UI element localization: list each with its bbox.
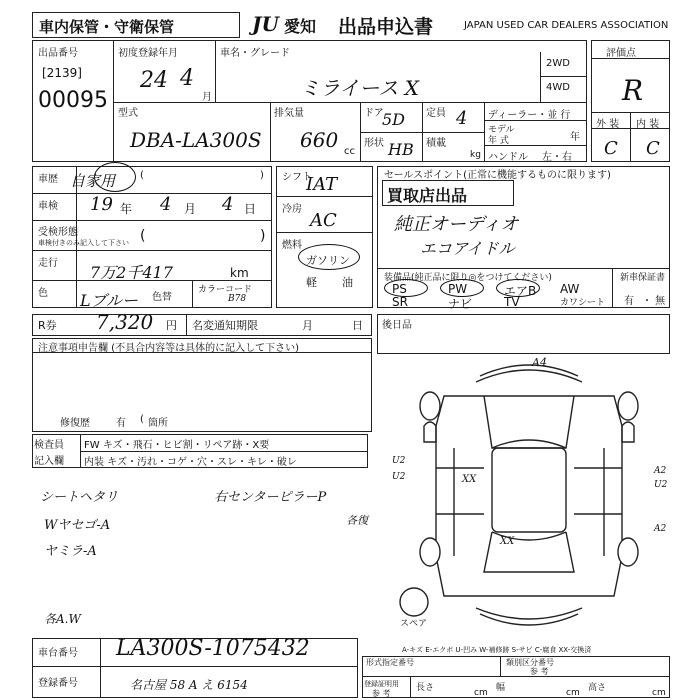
inspection-label: 車検 bbox=[38, 201, 58, 212]
repair-place: 箇所 bbox=[148, 418, 168, 429]
handle-lr: 左・右 bbox=[542, 152, 572, 163]
doors-label: ドア bbox=[364, 108, 384, 119]
equipment-item: エアB bbox=[504, 284, 537, 298]
inspector-note-2: Wヤセゴ-A bbox=[44, 518, 111, 533]
registration-month: 4 bbox=[180, 66, 194, 91]
wheel-front-right bbox=[618, 392, 638, 420]
damage-mark-center-2: XX bbox=[500, 536, 515, 547]
inspector-note-3: ヤミラ-A bbox=[44, 544, 97, 559]
ext-value: C bbox=[604, 138, 618, 159]
fuel-oil: 油 bbox=[342, 276, 353, 289]
cert-reg-label: 登録証明用 bbox=[364, 680, 399, 688]
cert-ref-label-2: 参 考 bbox=[372, 689, 391, 698]
doors-value: 5D bbox=[382, 110, 406, 129]
history-paren: ( bbox=[140, 170, 144, 181]
inspection-day: 4 bbox=[222, 194, 234, 215]
recycle-deadline: 名変通知期限 bbox=[192, 319, 258, 332]
color-value: Lブルー bbox=[80, 291, 138, 310]
chassis-label: 車台番号 bbox=[38, 648, 78, 659]
recycle-label: R券 bbox=[38, 319, 57, 332]
load-label: 積載 bbox=[426, 138, 446, 149]
storage-label: 車内保管・守衛保管 bbox=[39, 18, 175, 36]
int-value: C bbox=[646, 138, 660, 159]
color-code-label: カラーコード bbox=[198, 285, 253, 295]
inspector-note-5: 各復 bbox=[346, 514, 368, 527]
cert-width-unit: cm bbox=[566, 688, 580, 698]
damage-mark-right-2: U2 bbox=[654, 480, 668, 490]
damage-mark-left-1: U2 bbox=[392, 456, 406, 466]
wheel-rear-right bbox=[618, 538, 638, 566]
color-code-value: B78 bbox=[228, 294, 247, 304]
association-name: JAPAN USED CAR DEALERS ASSOCIATION bbox=[464, 20, 669, 31]
sales-point-line1: 純正オーディオ bbox=[394, 214, 519, 235]
warranty-label: 新車保証書 bbox=[620, 273, 666, 283]
fuel-label: 燃料 bbox=[282, 240, 302, 251]
warranty-yes: 有 bbox=[624, 296, 634, 307]
recycle-nichi: 日 bbox=[352, 319, 363, 332]
lot-label: 出品番号 bbox=[38, 48, 78, 59]
inspection-nichi: 日 bbox=[244, 202, 257, 216]
purchase-tag: 買取店出品 bbox=[382, 180, 514, 206]
score-value: R bbox=[622, 74, 644, 107]
model-label: 型式 bbox=[118, 108, 138, 119]
plate-value: 名古屋 58 A え 6154 bbox=[130, 678, 248, 692]
cert-type-label: 形式指定番号 bbox=[366, 658, 414, 667]
inspector-label1: 検査員 bbox=[34, 440, 64, 451]
registration-year: 24 bbox=[140, 68, 168, 93]
body-outline bbox=[436, 396, 622, 596]
damage-legend: A-キズ E-エクボ U-凹み W-補修跡 S-サビ C-腐食 XX-交換済 bbox=[402, 646, 592, 654]
lot-sub: [2139] bbox=[42, 66, 82, 80]
inspector-row1: FW キズ・飛石・ヒビ割・リペア跡・X要 bbox=[84, 440, 270, 451]
inspector-note-1: シートヘタリ bbox=[40, 490, 119, 505]
registration-month-unit: 月 bbox=[202, 92, 212, 103]
later-label: 後日品 bbox=[382, 320, 412, 331]
consent-paren: ( bbox=[140, 228, 146, 244]
history-circle bbox=[94, 162, 136, 192]
fuel-gasoline: ガソリン bbox=[306, 254, 350, 267]
consent-label: 受検形態 bbox=[38, 227, 78, 238]
shift-value: IAT bbox=[306, 174, 338, 195]
score-label: 評価点 bbox=[606, 48, 636, 59]
repair-label: 修復歴 bbox=[60, 418, 90, 429]
body-type-label: 形状 bbox=[364, 138, 384, 149]
cert-ref-label: 参 考 bbox=[530, 667, 549, 676]
sales-point-line2: エコアイドル bbox=[420, 239, 515, 258]
equipment-item: SR bbox=[392, 295, 408, 309]
model-value: DBA-LA300S bbox=[130, 128, 262, 152]
cooling-value: AC bbox=[310, 210, 337, 231]
inspector-label2: 記入欄 bbox=[34, 456, 64, 467]
cooling-label: 冷房 bbox=[282, 204, 302, 215]
dealer-label: ディーラー・並 行 bbox=[488, 110, 571, 121]
car-name-label: 車名・グレード bbox=[220, 48, 290, 59]
inspector-note-4: 右センターピラーP bbox=[214, 490, 327, 505]
rear-bumper bbox=[476, 608, 582, 619]
logo: JU bbox=[252, 12, 279, 36]
recycle-value: 7,320 bbox=[96, 310, 154, 334]
cert-class-label: 類別区分番号 bbox=[506, 658, 554, 667]
recycle-tsuki: 月 bbox=[302, 319, 313, 332]
wheel-rear-left bbox=[420, 538, 440, 566]
warranty-no: ・ 無 bbox=[642, 296, 666, 307]
inspection-nen: 年 bbox=[120, 202, 133, 216]
damage-mark-right-1: A2 bbox=[654, 466, 667, 476]
consent-paren-close: ) bbox=[260, 228, 266, 244]
sales-point-label: セールスポイント(正常に機能するものに限ります) bbox=[384, 170, 611, 181]
damage-mark-front: A4 bbox=[532, 356, 547, 369]
displacement-unit: cc bbox=[344, 146, 355, 157]
damage-mark-right-3: A2 bbox=[654, 524, 667, 534]
drive-4wd: 4WD bbox=[546, 82, 570, 93]
equipment-label: 装備品(純正品に限り◎をつけてください) bbox=[384, 273, 552, 283]
cert-length-label: 長さ bbox=[416, 683, 435, 693]
damage-mark-left-2: U2 bbox=[392, 472, 406, 482]
load-unit: kg bbox=[470, 150, 481, 160]
drive-2wd: 2WD bbox=[546, 58, 570, 69]
displacement-value: 660 bbox=[300, 128, 339, 152]
inspector-bottom-note: 各A.W bbox=[44, 612, 81, 626]
registration-label: 初度登録年月 bbox=[118, 48, 178, 59]
color-change-label: 色替 bbox=[152, 292, 172, 303]
mileage-label: 走行 bbox=[38, 258, 58, 269]
equipment-item: ナビ bbox=[448, 297, 473, 311]
repair-paren: ( bbox=[140, 414, 144, 425]
recycle-unit: 円 bbox=[166, 319, 177, 332]
history-value: 自家用 bbox=[70, 172, 116, 190]
displacement-label: 排気量 bbox=[274, 108, 304, 119]
model-year-label: モデル bbox=[488, 125, 515, 135]
year-label: 年 式 bbox=[488, 136, 509, 146]
equipment-item: TV bbox=[504, 295, 520, 309]
mileage-unit: km bbox=[230, 266, 249, 280]
fuel-circle bbox=[298, 244, 360, 270]
int-label: 内 装 bbox=[636, 119, 660, 130]
color-label: 色 bbox=[38, 288, 48, 299]
equipment-item: PS bbox=[392, 282, 407, 296]
inspection-year: 19 bbox=[90, 194, 113, 215]
mileage-value: 7万2千417 bbox=[90, 263, 173, 282]
fuel-light: 軽 bbox=[306, 276, 317, 289]
shift-label: シフト bbox=[282, 172, 312, 183]
ext-label: 外 装 bbox=[596, 119, 620, 130]
spare-wheel bbox=[400, 588, 428, 616]
storage-label-box bbox=[32, 12, 240, 38]
capacity-value: 4 bbox=[456, 108, 468, 129]
plate-label: 登録番号 bbox=[38, 678, 78, 689]
lot-number: 00095 bbox=[38, 88, 108, 113]
later-block bbox=[377, 314, 670, 354]
history-label: 車歴 bbox=[38, 174, 58, 185]
spare-label: スペア bbox=[400, 619, 428, 629]
inspection-tsuki: 月 bbox=[184, 202, 197, 216]
cert-length-unit: cm bbox=[474, 688, 488, 698]
wheel-front-left bbox=[420, 392, 440, 420]
year-unit: 年 bbox=[570, 132, 580, 143]
body-type-value: HB bbox=[388, 140, 414, 159]
repair-have: 有 bbox=[116, 418, 126, 429]
inspector-row2: 内装 キズ・汚れ・コゲ・穴・スレ・キレ・破レ bbox=[84, 457, 297, 468]
damage-mark-center: XX bbox=[462, 474, 477, 485]
consent-note: 車検付きのみ記入して下さい bbox=[38, 239, 129, 247]
equipment-item: カワシート bbox=[560, 298, 606, 308]
org-name: 愛知 bbox=[284, 17, 317, 36]
cert-height-label: 高さ bbox=[588, 683, 607, 693]
capacity-label: 定員 bbox=[426, 108, 446, 119]
equipment-item: AW bbox=[560, 282, 580, 296]
equipment-item: PW bbox=[448, 282, 468, 296]
handle-label: ハンドル bbox=[488, 152, 528, 163]
car-damage-diagram bbox=[384, 356, 674, 638]
car-name: ミライース X bbox=[300, 76, 419, 100]
cert-width-label: 幅 bbox=[496, 683, 506, 693]
notes-label: 注意事項申告欄 (不具合内容等は具体的に記入して下さい) bbox=[38, 343, 299, 354]
cert-height-unit: cm bbox=[652, 688, 666, 698]
form-title: 出品申込書 bbox=[338, 16, 434, 38]
history-paren-close: ) bbox=[260, 170, 264, 181]
inspection-month: 4 bbox=[160, 194, 172, 215]
chassis-value: LA300S-1075432 bbox=[116, 636, 310, 661]
